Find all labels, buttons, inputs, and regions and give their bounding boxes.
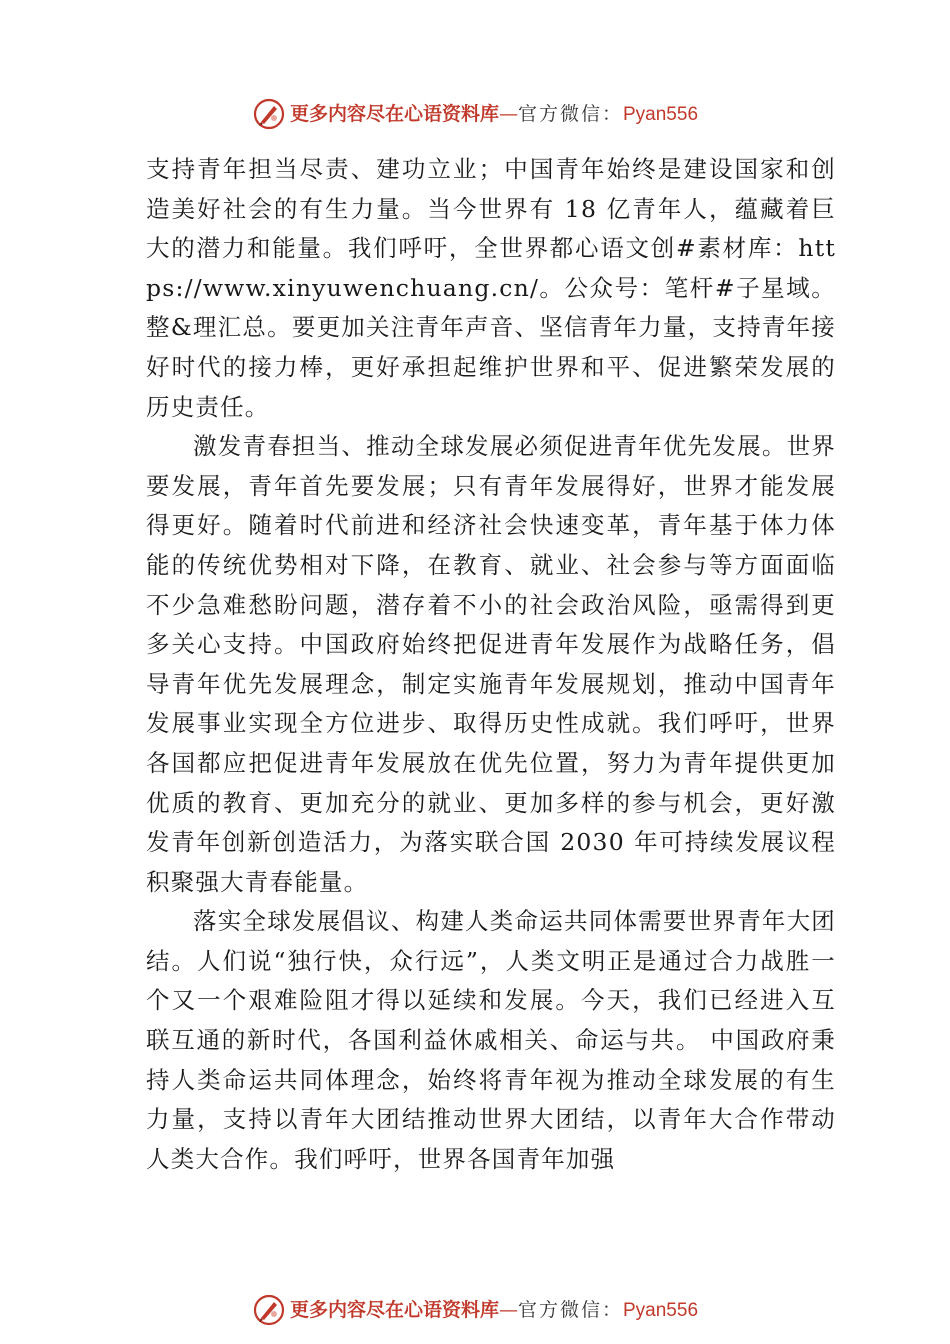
footer-main-text: 更多内容尽在心语资料库 [289,1298,499,1321]
document-body [146,150,836,1179]
footer-banner [0,1290,950,1330]
header-main-text: 更多内容尽在心语资料库 [289,102,499,125]
pen-logo-icon [252,1293,286,1327]
header-text [289,102,699,125]
paragraph-3: 落实全球发展倡议、构建人类命运共同体需要世界青年大团结。人们说“独行快，众行远”，人类文明正是通过合力战胜一个又一个艰难险阻才得以延续和发展。今天，我们已经进入互联互通的新时代，各国利益休戚相关、命运与共。 中国政府秉持人类命运共同体理念，始终将青年视为推动全球发展的有生力量，支持以青年大团结推动世界大团结，以青年大合作带动人类大合作。我们呼吁，世界各国青年加强 [146,907,836,1173]
paragraph-2: 激发青春担当、推动全球发展必须促进青年优先发展。世界要发展，青年首先要发展；只有青年发展得好，世界才能发展得更好。随着时代前进和经济社会快速变革，青年基于体力体能的传统优势相对下降，在教育、就业、社会参与等方面面临不少急难愁盼问题，潜存着不小的社会政治风险，亟需得到更多关心支持。中国政府始终把促进青年发展作为战略任务，倡导青年优先发展理念，制定实施青年发展规划，推动中国青年发展事业实现全方位进步、取得历史性成就。我们呼吁，世界各国都应把促进青年发展放在优先位置，努力为青年提供更加优质的教育、更加充分的就业、更加多样的参与机会，更好激发青年创新创造活力，为落实联合国 2030 年可持续发展议程积聚强大青春能量。 [146,432,836,896]
paragraph-1: 支持青年担当尽责、建功立业；中国青年始终是建设国家和创造美好社会的有生力量。当今世界有 18 亿青年人，蕴藏着巨大的潜力和能量。我们呼吁，全世界都心语文创#素材库：https://www.xinyuwenchuang.cn/。公众号：笔杆#子星域。整&理汇总。要更加关注青年声音、坚信青年力量，支持青年接好时代的接力棒，更好承担起维护世界和平、促进繁荣发展的历史责任。 [146,155,836,421]
footer-wechat-id: Pyan556 [623,1299,699,1321]
header-dash: — [498,102,518,125]
pen-logo-icon [252,97,286,131]
header-banner [0,94,950,134]
footer-wechat-label: 官方微信： [517,1298,623,1321]
header-wechat-id: Pyan556 [623,103,699,125]
footer-dash: — [498,1298,518,1321]
header-wechat-label: 官方微信： [517,102,623,125]
footer-text [289,1298,699,1321]
